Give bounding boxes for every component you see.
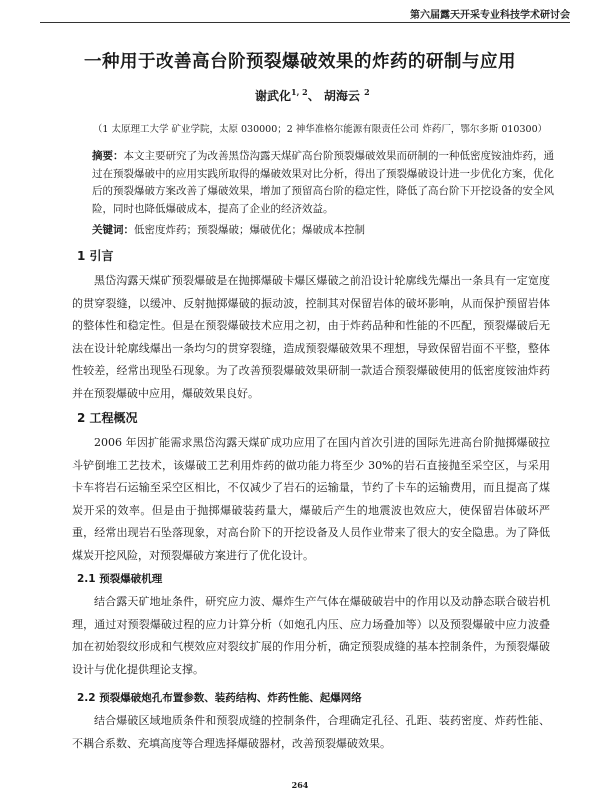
paper-title: 一种用于改善高台阶预裂爆破效果的炸药的研制与应用 <box>84 52 516 72</box>
running-head: 第六届露天开采专业科技学术研讨会 <box>410 10 570 21</box>
subsection-heading-2-2: 2.2 预裂爆破炮孔布置参数、装药结构、炸药性能、起爆网络 <box>77 692 362 704</box>
subsection-heading-2-1: 2.1 预裂爆破机理 <box>77 573 163 585</box>
affiliation: （1 太原理工大学 矿业学院，太原 030000；2 神华准格尔能源有限责任公司 炸药厂，鄂尔多斯 010300） <box>92 124 548 135</box>
subsection-2-1-paragraph: 结合露天矿地址条件，研究应力波、爆炸生产气体在爆破破岩中的作用以及动静态联合破岩机理，通过对预裂爆破过程的应力计算分析（如炮孔内压、应力场叠加等）以及预裂爆破中应力波叠加在初始裂纹形成和气楔效应对裂纹扩展的作用分析，确定预裂成缝的基本控制条件，为预裂爆破设计与优化提供理论支撑。 <box>72 595 550 676</box>
section-heading-1: 1 引言 <box>77 249 114 263</box>
abstract <box>92 148 557 218</box>
keywords-label: 关键词： <box>92 224 134 236</box>
section-2-paragraph: 2006 年因扩能需求黑岱沟露天煤矿成功应用了在国内首次引进的国际先进高台阶抛掷爆破拉斗铲倒堆工艺技术，该爆破工艺利用炸药的做功能力将至少 30%的岩石直接抛至采空区，与采用卡车将岩石运输至采空区相比，不仅减少了岩石的运输量，节约了卡车的运输费用，而且提高了煤炭开采的效率。但是由于抛掷爆破装药量大，爆破后产生的地震波也效应大，使保留岩体破坏严重，经常出现岩石坠落现象，对高台阶下的开挖设备及人员作业带来了很大的安全隐患。为了降低煤炭开挖风险，对预裂爆破方案进行了优化设计。 <box>72 436 550 562</box>
page-number: 264 <box>291 780 309 790</box>
author-name: 胡海云 <box>323 89 360 103</box>
subsection-2-2-paragraph: 结合爆破区域地质条件和预裂成缝的控制条件，合理确定孔径、孔距、装药密度、炸药性能、不耦合系数、充填高度等合理选择爆破器材，改善预裂爆破效果。 <box>72 714 550 750</box>
author-affiliation-mark: 1, 2 <box>291 87 308 97</box>
abstract-text: 本文主要研究了为改善黑岱沟露天煤矿高台阶预裂爆破效果而研制的一种低密度铵油炸药，通过在预裂爆破中的应用实践所取得的爆破效果对比分析，得出了预裂爆破设计进一步优化方案，优化后的预裂爆破方案改善了爆破效果，增加了预留高台阶的稳定性，降低了高台阶下开挖设备的安全风险，同时也降低爆破成本，提高了企业的经济效益。 <box>92 150 554 215</box>
keywords-text: 低密度炸药；预裂爆破；爆破优化；爆破成本控制 <box>134 224 365 236</box>
section-heading-2: 2 工程概况 <box>77 411 138 425</box>
header-rule <box>40 22 570 23</box>
keywords <box>92 222 557 239</box>
author-separator: 、 <box>307 89 320 103</box>
authors-line <box>255 87 370 104</box>
author-affiliation-mark: 2 <box>364 87 370 97</box>
abstract-label: 摘要： <box>92 150 124 162</box>
section-1-paragraph: 黑岱沟露天煤矿预裂爆破是在抛掷爆破卡爆区爆破之前沿设计轮廓线先爆出一条具有一定宽度的贯穿裂缝，以缓冲、反射抛掷爆破的振动波，控制其对保留岩体的破坏影响，从而保护预留岩体的整体性和稳定性。但是在预裂爆破技术应用之初，由于炸药品种和性能的不匹配，预裂爆破后无法在设计轮廓线爆出一条均匀的贯穿裂缝，造成预裂爆破效果不理想，导致保留岩面不平整，整体性较差，经常出现坠石现象。为了改善预裂爆破效果研制一款适合预裂爆破使用的低密度铵油炸药并在预裂爆破中应用，爆破效果良好。 <box>72 274 550 400</box>
author-name: 谢武化 <box>255 89 292 103</box>
